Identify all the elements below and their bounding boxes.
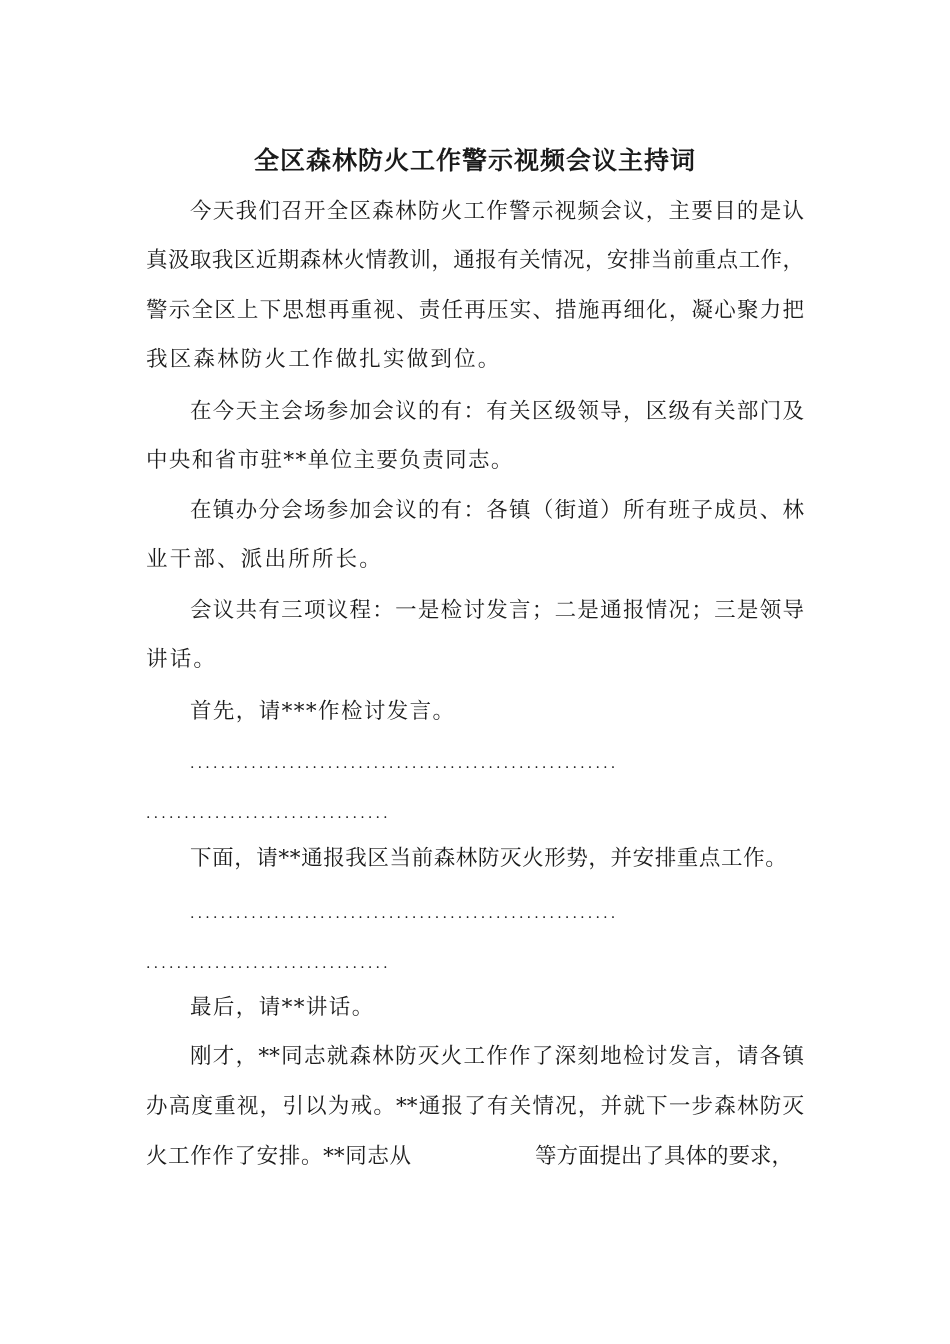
paragraph-line: 首先，请***作检讨发言。	[190, 699, 456, 724]
paragraph-line: 业干部、派出所所长。	[146, 547, 384, 572]
paragraph-line: 讲话。	[146, 647, 218, 672]
paragraph-line: 在今天主会场参加会议的有：有关区级领导，区级有关部门及	[190, 399, 804, 424]
dotted-placeholder-line: ........................................................	[190, 756, 619, 772]
paragraph-line: 在镇办分会场参加会议的有：各镇（街道）所有班子成员、林	[190, 498, 804, 523]
dotted-placeholder-line: ........................................................	[190, 906, 619, 922]
paragraph-line: 办高度重视，引以为戒。**通报了有关情况，并就下一步森林防灭	[146, 1094, 804, 1119]
paragraph-line: 警示全区上下思想再重视、责任再压实、措施再细化，凝心聚力把	[146, 298, 804, 323]
document-title: 全区森林防火工作警示视频会议主持词	[253, 146, 696, 175]
paragraph-line: 等方面提出了具体的要求，	[535, 1144, 794, 1169]
paragraph-line: 会议共有三项议程：一是检讨发言；二是通报情况；三是领导	[190, 598, 804, 623]
paragraph-line: 中央和省市驻**单位主要负责同志。	[146, 448, 514, 473]
paragraph-line: 下面，请**通报我区当前森林防灭火形势，并安排重点工作。	[190, 846, 788, 871]
paragraph-line: 我区森林防火工作做扎实做到位。	[146, 347, 502, 372]
dotted-placeholder-line: ................................	[146, 806, 391, 822]
paragraph-line: 刚才，**同志就森林防灭火工作作了深刻地检讨发言，请各镇	[190, 1044, 804, 1069]
paragraph-line: 今天我们召开全区森林防火工作警示视频会议，主要目的是认	[190, 199, 804, 224]
dotted-placeholder-line: ................................	[146, 956, 391, 972]
paragraph-line: 火工作作了安排。**同志从	[146, 1144, 411, 1169]
paragraph-line: 最后，请**讲话。	[190, 995, 375, 1020]
paragraph-line: 真汲取我区近期森林火情教训，通报有关情况，安排当前重点工作，	[146, 248, 804, 273]
